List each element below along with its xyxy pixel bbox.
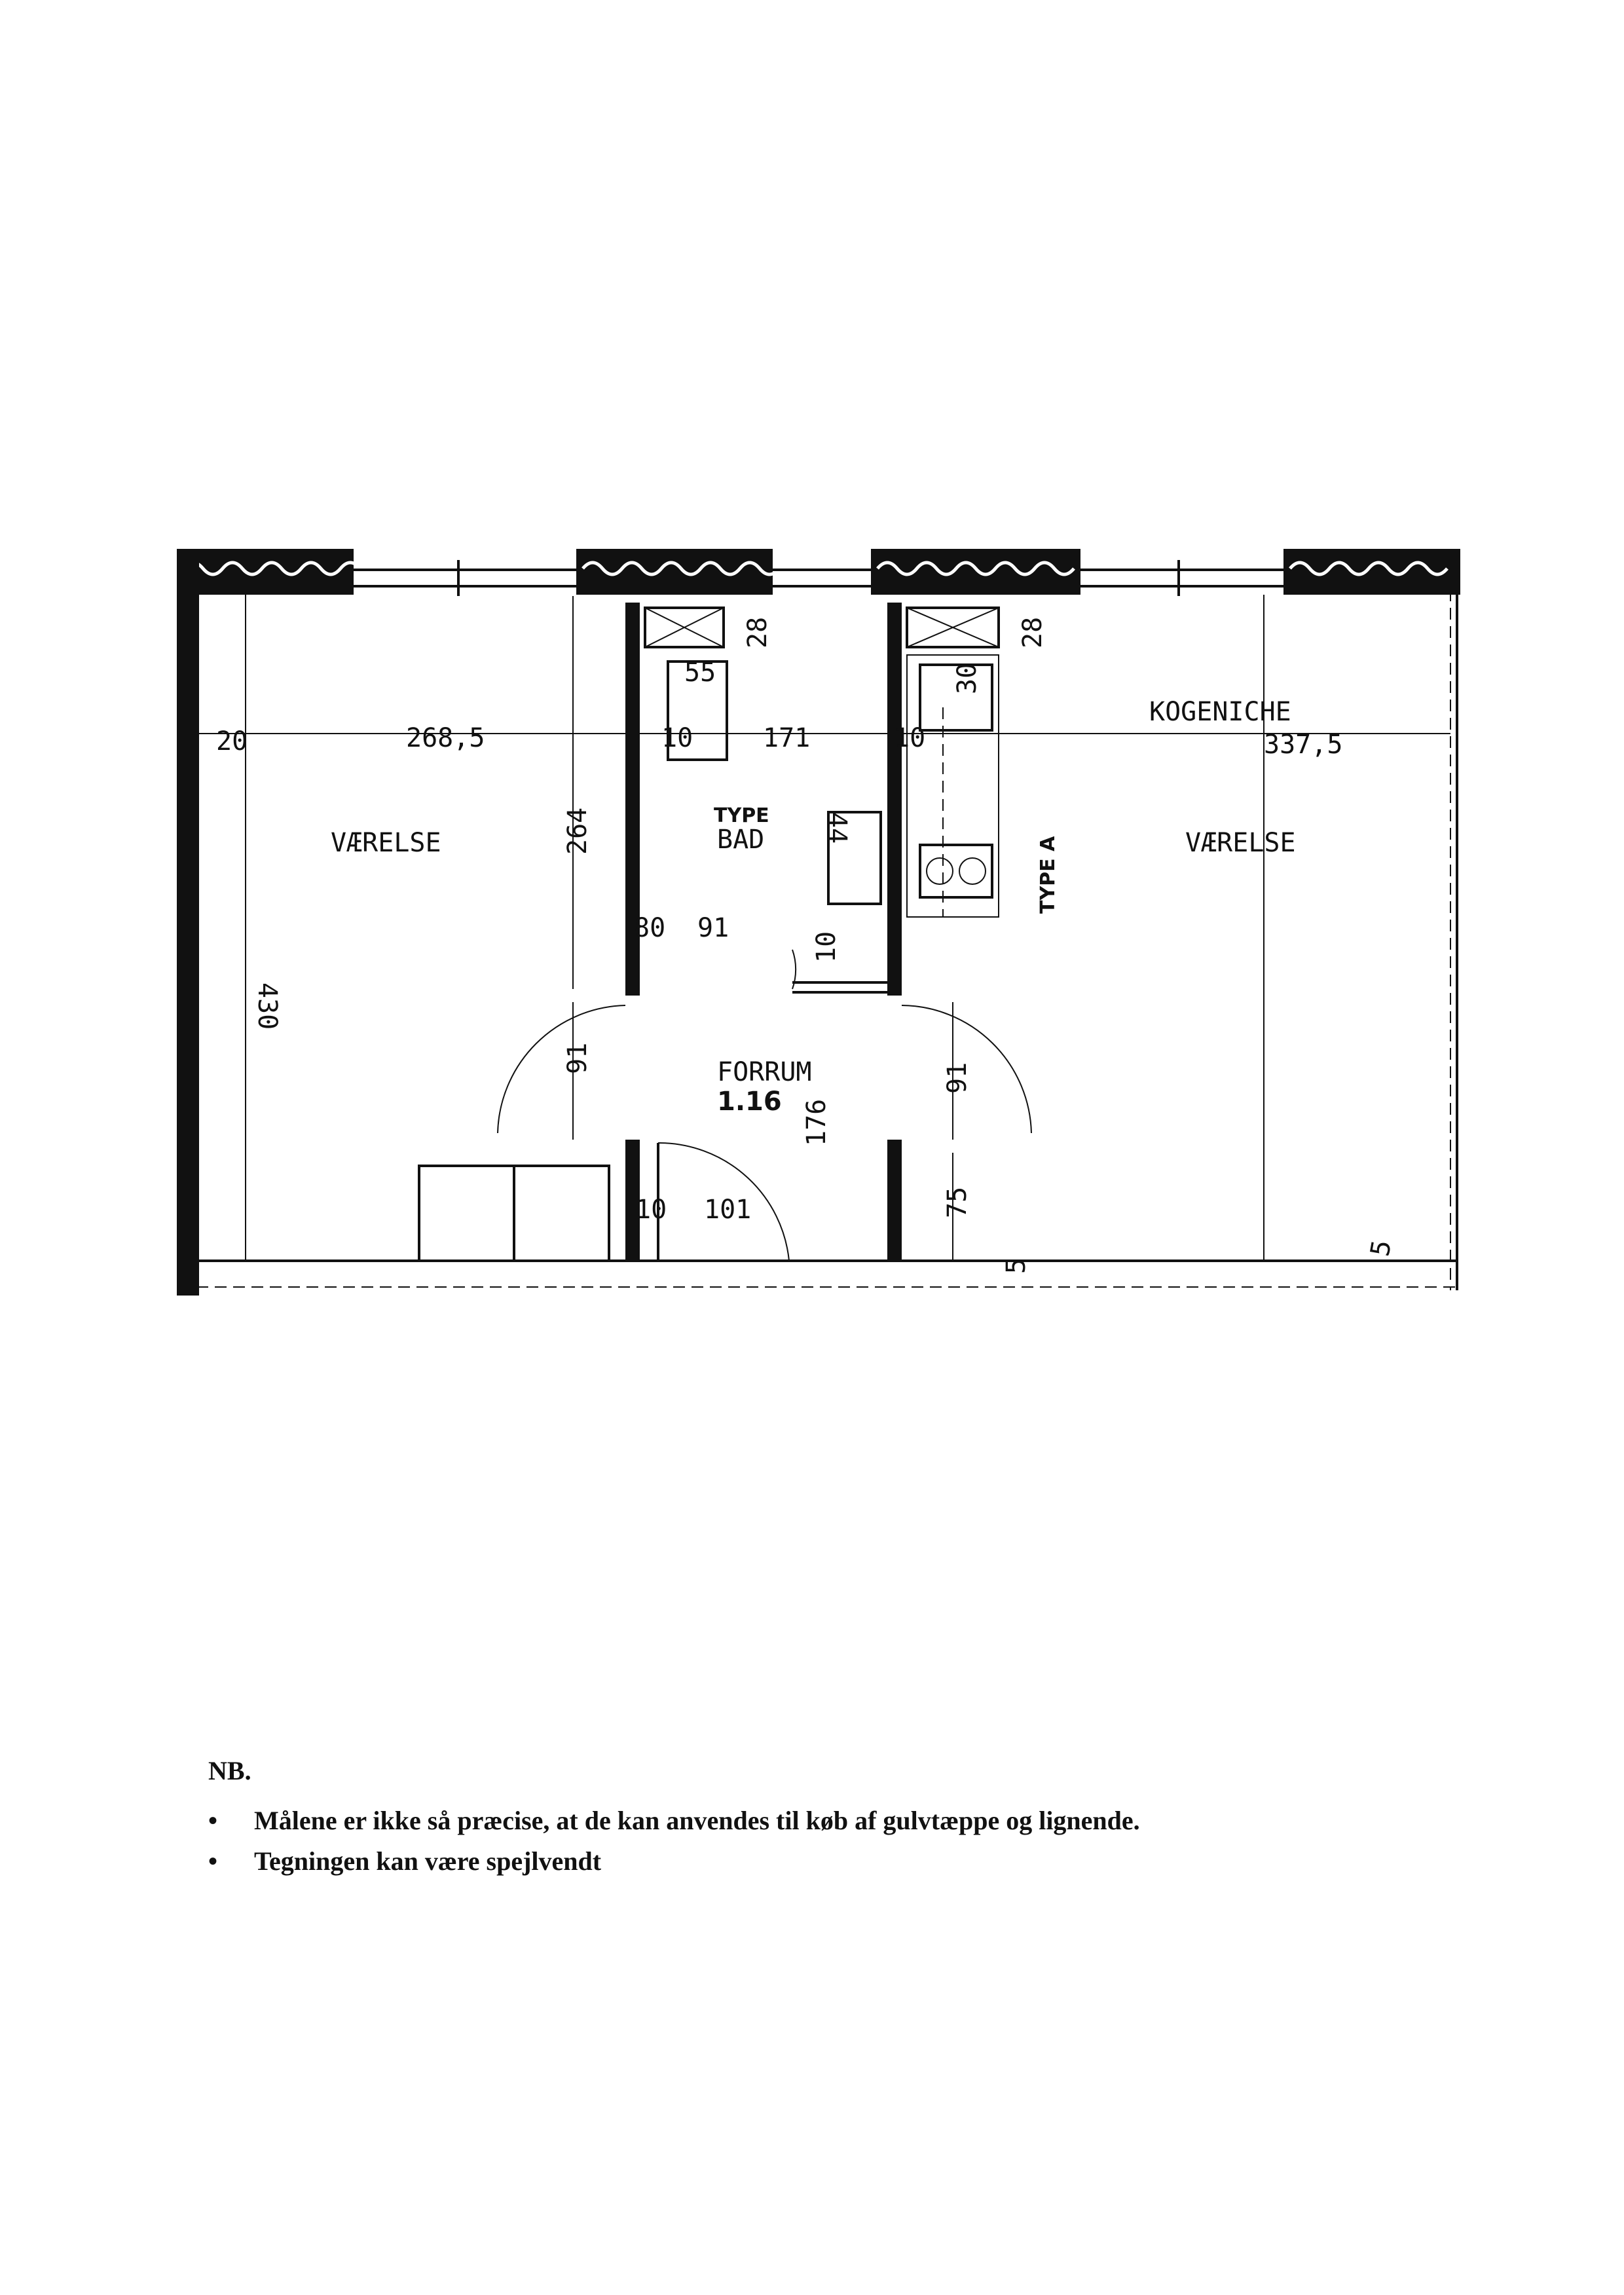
notes-section	[208, 1755, 1518, 1882]
top-wall-left	[177, 549, 354, 595]
hall-number: 1.16	[717, 1087, 782, 1117]
dim-label: 75	[942, 1186, 972, 1218]
dim-label: 5	[1365, 1238, 1398, 1259]
dim-label: 268,5	[406, 723, 485, 753]
dim-label: 10	[661, 723, 693, 753]
stove-burner	[959, 858, 986, 884]
left-wall	[177, 549, 199, 1296]
dim-label: 10	[811, 931, 841, 963]
door-swing-left	[498, 1005, 625, 1133]
kitchen-type-label: TYPE A	[1037, 836, 1060, 914]
note-item: • Tegningen kan være spejlvendt	[208, 1841, 1518, 1882]
room-label-right: VÆRELSE	[1185, 828, 1296, 858]
dim-label: 171	[763, 723, 811, 753]
outer-walls	[177, 549, 1460, 1296]
wall-bath-right	[887, 603, 902, 996]
hall-label: FORRUM	[717, 1057, 812, 1087]
stove	[920, 845, 992, 897]
kitchen-label: KOGENICHE	[1149, 697, 1291, 727]
dim-label: 101	[704, 1195, 752, 1225]
dim-label: 80	[634, 913, 666, 943]
dim-label: 20	[216, 726, 248, 756]
dim-label: 55	[684, 658, 716, 688]
dim-label: 430	[252, 982, 282, 1030]
dim-label: 337,5	[1264, 730, 1343, 760]
bath-type-label: TYPE	[714, 804, 769, 827]
dim-label: 28	[743, 616, 773, 648]
windows	[354, 560, 1283, 596]
dim-label: 91	[563, 1042, 593, 1074]
bullet: •	[208, 1846, 218, 1876]
wall-entry-right	[887, 1140, 902, 1261]
dim-label: 5	[1001, 1258, 1031, 1274]
dim-label: 176	[802, 1098, 832, 1146]
dim-label: 91	[942, 1062, 972, 1094]
dimension-lines	[199, 595, 1450, 1261]
dim-label: 30	[952, 662, 982, 694]
bath-label: BAD	[717, 825, 765, 855]
bullet: •	[208, 1806, 218, 1835]
dim-label: 10	[894, 723, 926, 753]
dim-label: 28	[1018, 616, 1048, 648]
dim-label: 10	[635, 1195, 667, 1225]
dim-label: 44	[822, 812, 852, 844]
notes-list	[208, 1801, 1518, 1882]
top-wall-right	[1283, 549, 1460, 595]
stove-burner	[927, 858, 953, 884]
notes-heading: NB.	[208, 1756, 251, 1785]
room-label-left: VÆRELSE	[331, 828, 441, 858]
dim-label: 264	[563, 807, 593, 855]
note-item: • Målene er ikke så præcise, at de kan anvendes til køb af gulvtæppe og lignende.	[208, 1801, 1518, 1841]
dim-label: 91	[697, 913, 729, 943]
